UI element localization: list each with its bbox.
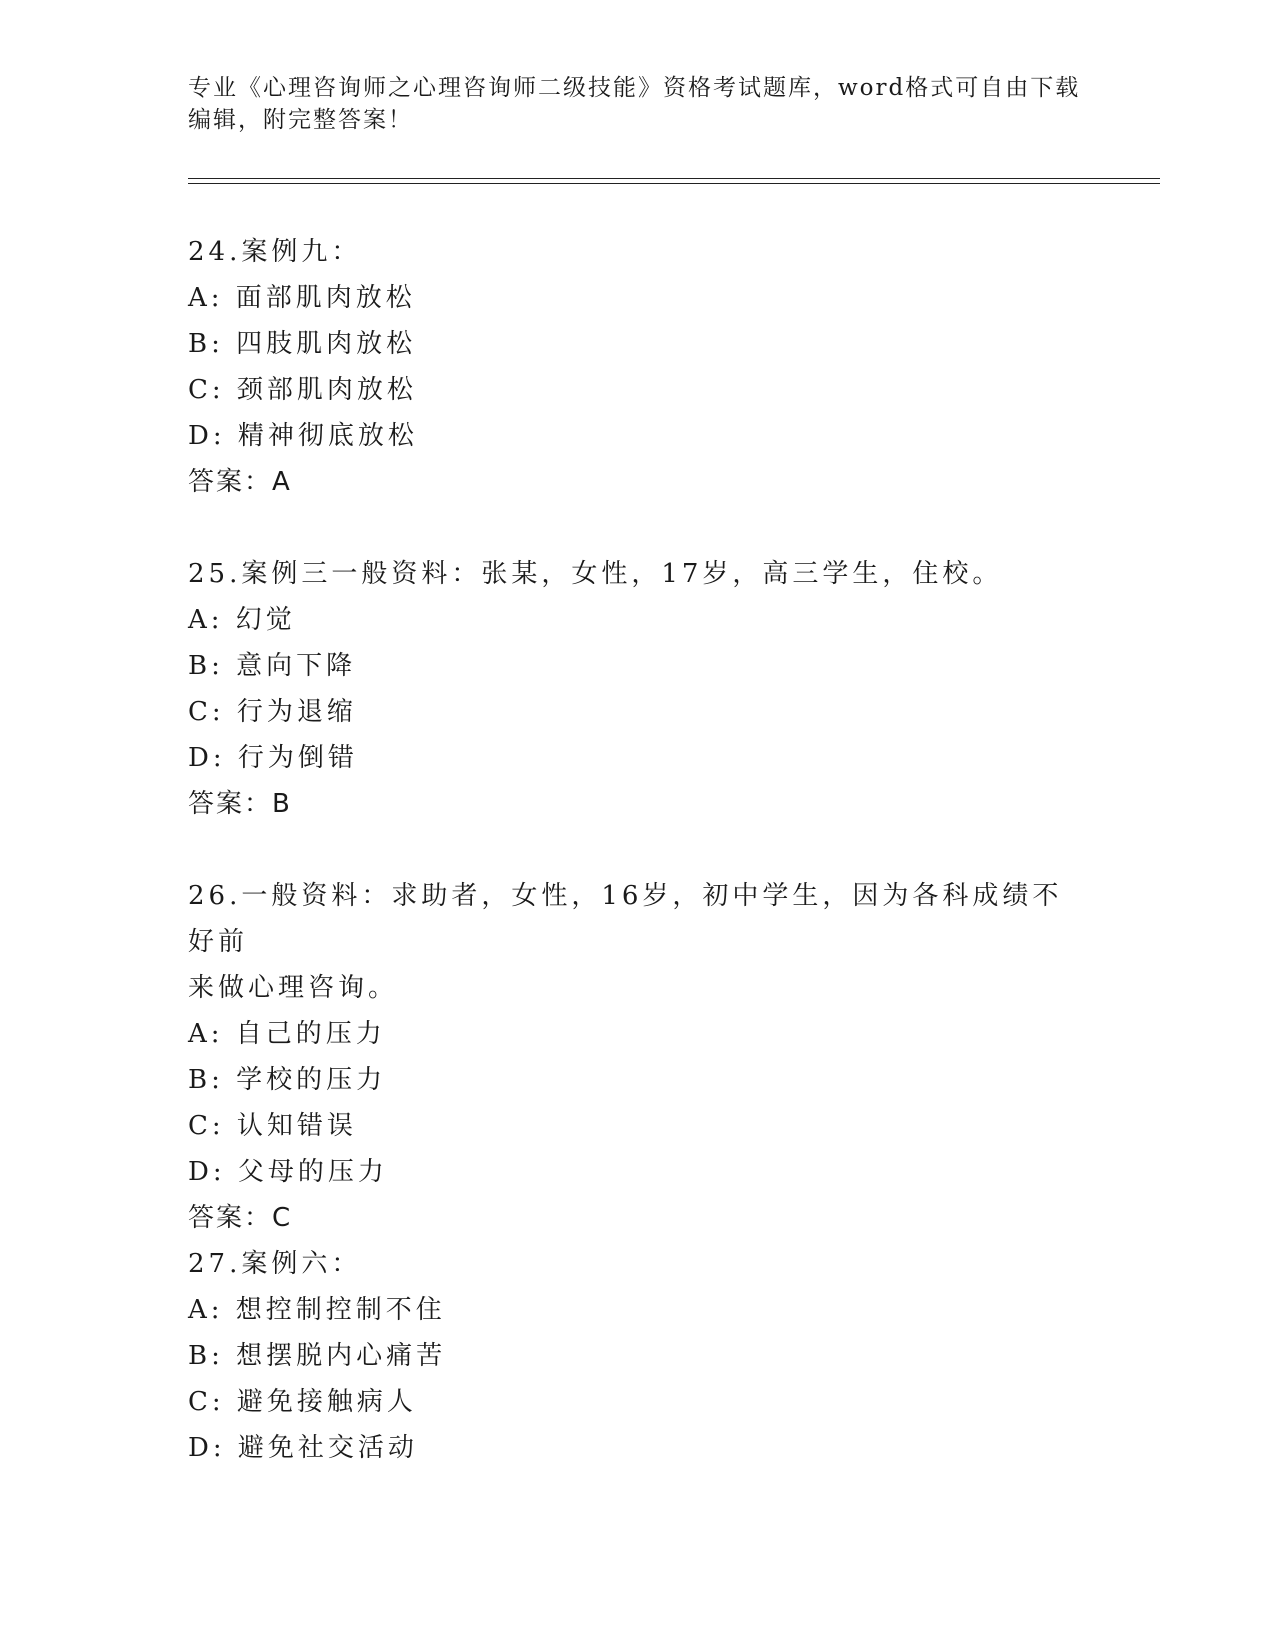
option-d: D: 避免社交活动 xyxy=(188,1433,418,1463)
question-stem: 26.一般资料：求助者，女性，16岁，初中学生，因为各科成绩不好前 xyxy=(188,881,1063,957)
answer-line: 答案：A xyxy=(188,467,292,497)
header-rule-top xyxy=(188,178,1160,179)
question-stem: 25.案例三一般资料：张某，女性，17岁，高三学生，住校。 xyxy=(188,559,1003,589)
question-stem: 24.案例九： xyxy=(188,237,362,267)
question-27 xyxy=(188,1241,1088,1471)
question-stem-continued: 来做心理咨询。 xyxy=(188,973,399,1003)
question-24 xyxy=(188,229,1088,505)
question-25 xyxy=(188,551,1088,827)
answer-line: 答案：C xyxy=(188,1203,293,1233)
option-b: B: 意向下降 xyxy=(188,651,357,681)
document-header: 专业《心理咨询师之心理咨询师二级技能》资格考试题库，word格式可自由下载 编辑，附完整答案！ xyxy=(188,75,1081,133)
option-b: B: 四肢肌肉放松 xyxy=(188,329,417,359)
option-a: A: 幻觉 xyxy=(188,605,296,635)
option-b: B: 学校的压力 xyxy=(188,1065,387,1095)
option-c: C: 避免接触病人 xyxy=(188,1387,417,1417)
option-a: A: 想控制控制不住 xyxy=(188,1295,446,1325)
option-a: A: 自己的压力 xyxy=(188,1019,386,1049)
answer-line: 答案：B xyxy=(188,789,292,819)
option-a: A: 面部肌肉放松 xyxy=(188,283,416,313)
option-b: B: 想摆脱内心痛苦 xyxy=(188,1341,447,1371)
option-c: C: 认知错误 xyxy=(188,1111,357,1141)
question-26 xyxy=(188,873,1088,1241)
question-stem: 27.案例六： xyxy=(188,1249,362,1279)
option-d: D: 父母的压力 xyxy=(188,1157,388,1187)
option-d: D: 行为倒错 xyxy=(188,743,358,773)
header-rule-bottom xyxy=(188,183,1160,184)
option-c: C: 行为退缩 xyxy=(188,697,357,727)
option-c: C: 颈部肌肉放松 xyxy=(188,375,417,405)
option-d: D: 精神彻底放松 xyxy=(188,421,418,451)
